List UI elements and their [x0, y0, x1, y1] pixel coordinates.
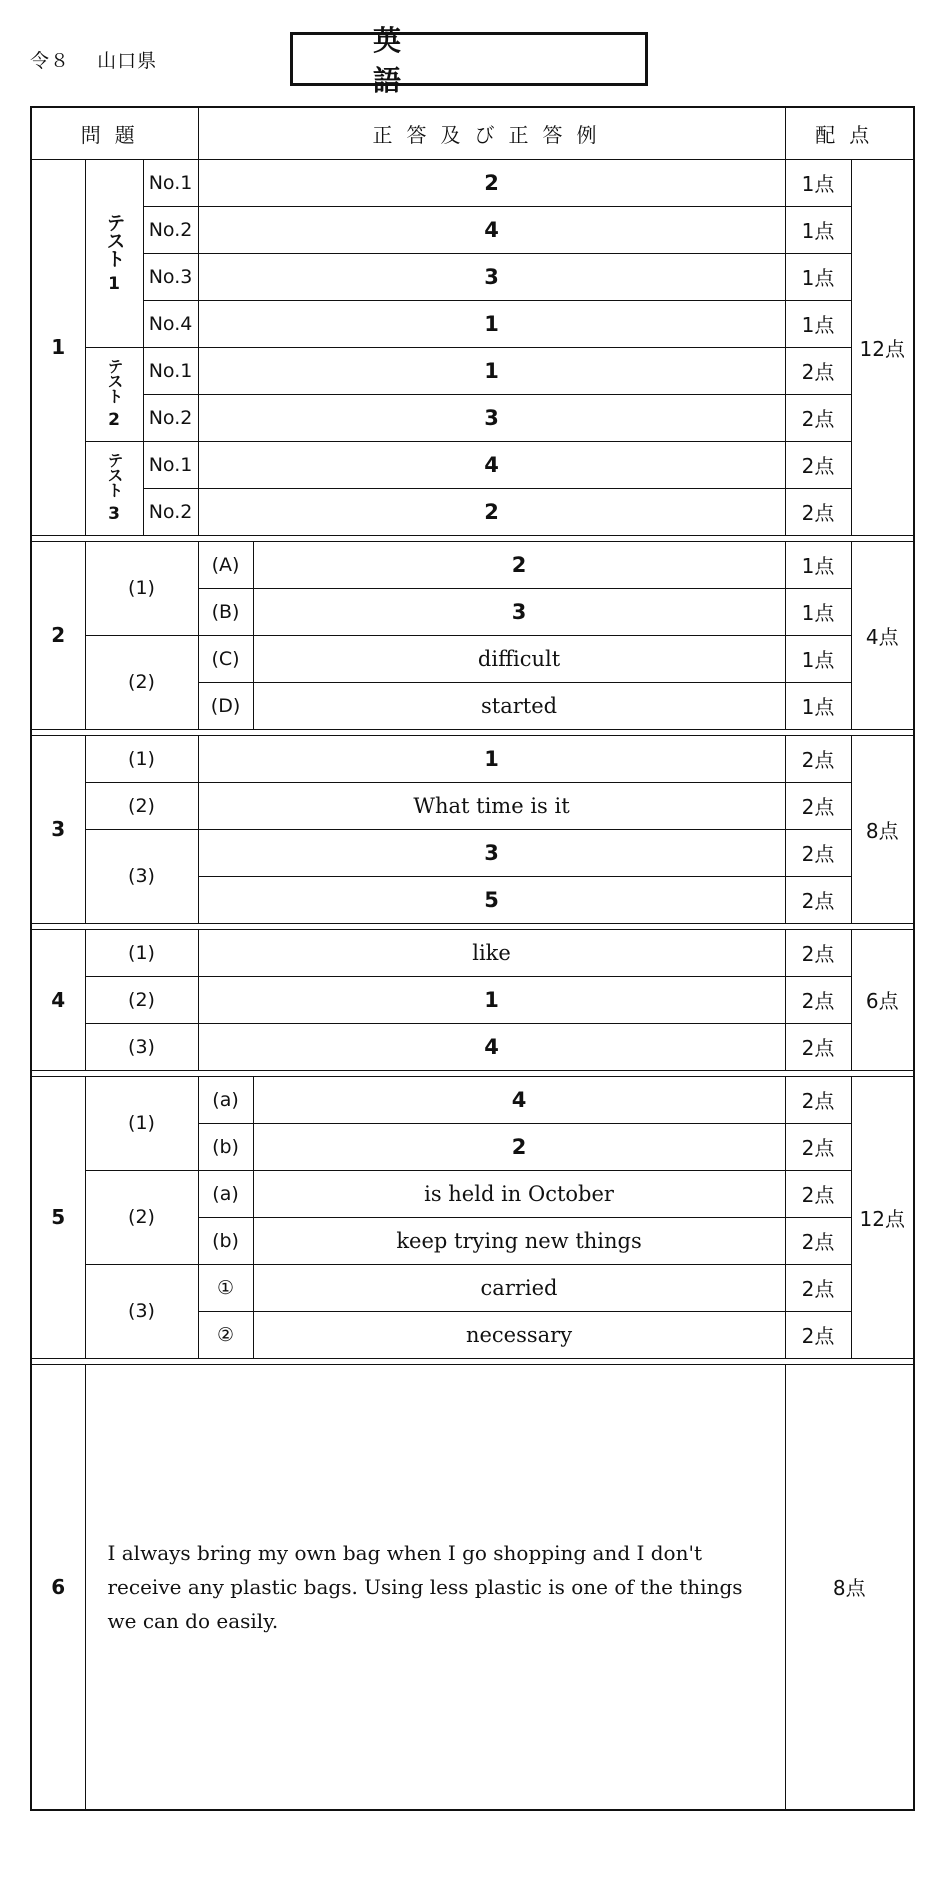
sub-label: (b): [198, 1123, 253, 1170]
table-row: [31, 206, 914, 253]
part-label: (2): [85, 635, 198, 729]
answer-cell: 1: [198, 347, 785, 394]
prefecture-label: 山口県: [97, 50, 158, 72]
points-cell: 8点: [785, 1364, 914, 1810]
points-cell: 1点: [785, 206, 851, 253]
table-row: [31, 635, 914, 682]
answer-cell: necessary: [253, 1311, 785, 1358]
points-cell: 1点: [785, 300, 851, 347]
sub-label: No.3: [143, 253, 198, 300]
answer-cell: 3: [198, 394, 785, 441]
answer-cell: 3: [198, 253, 785, 300]
table-row: [31, 253, 914, 300]
part-label: (1): [85, 735, 198, 782]
question-number: 4: [31, 929, 85, 1070]
sub-label: (D): [198, 682, 253, 729]
answer-cell: 5: [198, 876, 785, 923]
part-label: (2): [85, 782, 198, 829]
header-info: [30, 46, 177, 73]
part-label: (2): [85, 976, 198, 1023]
answer-cell: 3: [198, 829, 785, 876]
total-points: 4点: [851, 541, 914, 729]
part-label: (3): [85, 1023, 198, 1070]
table-row: [31, 1170, 914, 1217]
answer-cell: 4: [253, 1076, 785, 1123]
part-label: (3): [85, 1264, 198, 1358]
table-row: [31, 1076, 914, 1123]
sub-label: No.1: [143, 441, 198, 488]
part-label: (3): [85, 829, 198, 923]
sub-label: No.4: [143, 300, 198, 347]
sub-label: ①: [198, 1264, 253, 1311]
part-label: (1): [85, 929, 198, 976]
total-points: 8点: [851, 735, 914, 923]
table-row: [31, 735, 914, 782]
table-row: [31, 159, 914, 206]
answer-cell: started: [253, 682, 785, 729]
points-cell: 1点: [785, 635, 851, 682]
sub-label: No.2: [143, 206, 198, 253]
points-cell: 2点: [785, 735, 851, 782]
part-label: (1): [85, 1076, 198, 1170]
points-cell: 2点: [785, 1311, 851, 1358]
sub-label: (a): [198, 1076, 253, 1123]
answer-cell: difficult: [253, 635, 785, 682]
points-cell: 2点: [785, 829, 851, 876]
test-label: テスト 2: [85, 347, 143, 441]
answer-cell: What time is it: [198, 782, 785, 829]
points-cell: 1点: [785, 588, 851, 635]
table-row: [31, 976, 914, 1023]
points-cell: 2点: [785, 976, 851, 1023]
sub-label: (A): [198, 541, 253, 588]
answer-cell: 2: [253, 541, 785, 588]
sub-label: No.2: [143, 394, 198, 441]
points-cell: 2点: [785, 1023, 851, 1070]
test-label: テスト 1: [85, 159, 143, 347]
part-label: (2): [85, 1170, 198, 1264]
sub-label: (b): [198, 1217, 253, 1264]
points-cell: 2点: [785, 876, 851, 923]
table-row: [31, 782, 914, 829]
points-cell: 2点: [785, 1123, 851, 1170]
sub-label: No.1: [143, 159, 198, 206]
sub-label: (B): [198, 588, 253, 635]
question-number: 3: [31, 735, 85, 923]
total-points: 6点: [851, 929, 914, 1070]
answer-header: 正答及び正答例: [198, 107, 785, 159]
answer-cell: 4: [198, 206, 785, 253]
points-cell: 2点: [785, 1264, 851, 1311]
answer-cell: 1: [198, 300, 785, 347]
table-row: [31, 394, 914, 441]
points-cell: 2点: [785, 782, 851, 829]
answer-cell: keep trying new things: [253, 1217, 785, 1264]
total-points: 12点: [851, 159, 914, 535]
answer-cell: 3: [253, 588, 785, 635]
points-cell: 2点: [785, 488, 851, 535]
era-label: 令８: [30, 50, 71, 72]
answer-cell: is held in October: [253, 1170, 785, 1217]
points-cell: 2点: [785, 347, 851, 394]
question-header: 問題: [31, 107, 198, 159]
table-row: [31, 1264, 914, 1311]
points-cell: 1点: [785, 253, 851, 300]
table-row: [31, 300, 914, 347]
answer-cell: 4: [198, 1023, 785, 1070]
answer-cell: 2: [198, 159, 785, 206]
table-row: [31, 541, 914, 588]
points-cell: 2点: [785, 441, 851, 488]
table-row: [31, 488, 914, 535]
answer-cell: like: [198, 929, 785, 976]
points-cell: 1点: [785, 682, 851, 729]
question-number: 2: [31, 541, 85, 729]
answer-table: [30, 106, 915, 1811]
part-label: (1): [85, 541, 198, 635]
answer-cell: 1: [198, 735, 785, 782]
answer-cell: 2: [253, 1123, 785, 1170]
points-cell: 2点: [785, 1076, 851, 1123]
sub-label: No.2: [143, 488, 198, 535]
points-cell: 2点: [785, 394, 851, 441]
table-row: [31, 441, 914, 488]
total-points: 12点: [851, 1076, 914, 1358]
table-row: [31, 347, 914, 394]
answer-cell: carried: [253, 1264, 785, 1311]
question-number: 1: [31, 159, 85, 535]
answer-cell: 1: [198, 976, 785, 1023]
table-row: [31, 1364, 914, 1810]
points-cell: 2点: [785, 1217, 851, 1264]
points-cell: 2点: [785, 929, 851, 976]
points-cell: 1点: [785, 541, 851, 588]
table-row: [31, 1023, 914, 1070]
question-number: 5: [31, 1076, 85, 1358]
answer-cell: 2: [198, 488, 785, 535]
answer-cell: 4: [198, 441, 785, 488]
sub-label: ②: [198, 1311, 253, 1358]
header-row: [31, 107, 914, 159]
test-label: テスト 3: [85, 441, 143, 535]
sub-label: No.1: [143, 347, 198, 394]
subject-title: 英 語: [290, 32, 648, 86]
table-row: [31, 829, 914, 876]
points-cell: 2点: [785, 1170, 851, 1217]
essay-answer: I always bring my own bag when I go shopping and I don't receive any plastic bags. Using less plastic is one of the things we can do easily.: [85, 1364, 785, 1810]
sub-label: (a): [198, 1170, 253, 1217]
sub-label: (C): [198, 635, 253, 682]
points-header: 配点: [785, 107, 914, 159]
points-cell: 1点: [785, 159, 851, 206]
question-number: 6: [31, 1364, 85, 1810]
table-row: [31, 929, 914, 976]
